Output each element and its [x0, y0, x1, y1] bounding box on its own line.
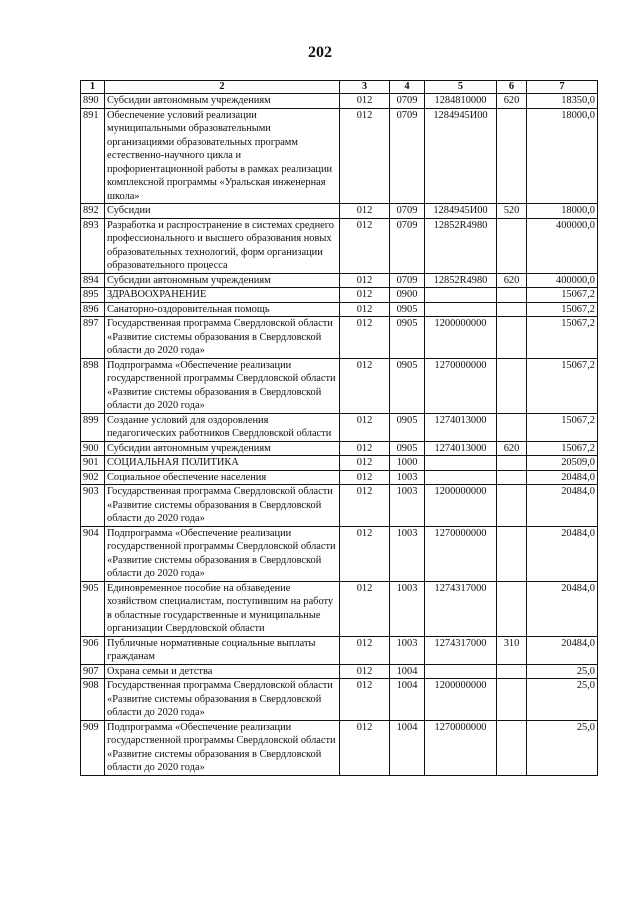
- table-row: [81, 636, 598, 664]
- expense-type-code: [497, 317, 527, 359]
- section-code: 0905: [390, 441, 425, 456]
- section-code: 0900: [390, 288, 425, 303]
- table-row: [81, 485, 598, 527]
- expense-type-code: 620: [497, 94, 527, 109]
- expense-type-code: [497, 302, 527, 317]
- table-row: [81, 456, 598, 471]
- amount: 15067,2: [527, 358, 598, 413]
- table-row: [81, 441, 598, 456]
- section-code: 0905: [390, 317, 425, 359]
- item-name: Субсидии автономным учреждениям: [105, 273, 340, 288]
- item-name: Субсидии автономным учреждениям: [105, 441, 340, 456]
- expense-type-code: [497, 679, 527, 721]
- row-number: 895: [81, 288, 105, 303]
- section-code: 1000: [390, 456, 425, 471]
- amount: 25,0: [527, 664, 598, 679]
- section-code: 1004: [390, 664, 425, 679]
- admin-code: 012: [340, 108, 390, 204]
- section-code: 0905: [390, 413, 425, 441]
- item-name: Подпрограмма «Обеспечение реализации государственной программы Свердловской области «Развитие системы образования в Свердловской области до 2020 года»: [105, 358, 340, 413]
- expense-type-code: 520: [497, 204, 527, 219]
- expense-type-code: [497, 526, 527, 581]
- row-number: 902: [81, 470, 105, 485]
- table-row: [81, 288, 598, 303]
- target-article-code: 1270000000: [425, 720, 497, 775]
- item-name: Подпрограмма «Обеспечение реализации государственной программы Свердловской области «Развитие системы образования в Свердловской области до 2020 года»: [105, 526, 340, 581]
- table-row: [81, 317, 598, 359]
- admin-code: 012: [340, 94, 390, 109]
- section-code: 0709: [390, 108, 425, 204]
- item-name: ЗДРАВООХРАНЕНИЕ: [105, 288, 340, 303]
- admin-code: 012: [340, 456, 390, 471]
- amount: 15067,2: [527, 441, 598, 456]
- column-header: 5: [425, 81, 497, 94]
- table-row: [81, 470, 598, 485]
- expense-type-code: [497, 413, 527, 441]
- column-header: 7: [527, 81, 598, 94]
- admin-code: 012: [340, 470, 390, 485]
- item-name: Государственная программа Свердловской области «Развитие системы образования в Свердловской области до 2020 года»: [105, 679, 340, 721]
- target-article-code: 12852R4980: [425, 273, 497, 288]
- admin-code: 012: [340, 636, 390, 664]
- section-code: 1004: [390, 679, 425, 721]
- item-name: Санаторно-оздоровительная помощь: [105, 302, 340, 317]
- amount: 18350,0: [527, 94, 598, 109]
- target-article-code: 1284945И00: [425, 108, 497, 204]
- amount: 25,0: [527, 720, 598, 775]
- admin-code: 012: [340, 526, 390, 581]
- section-code: 1003: [390, 485, 425, 527]
- target-article-code: 1284945И00: [425, 204, 497, 219]
- target-article-code: [425, 456, 497, 471]
- admin-code: 012: [340, 485, 390, 527]
- amount: 25,0: [527, 679, 598, 721]
- expense-type-code: [497, 358, 527, 413]
- target-article-code: 1274013000: [425, 441, 497, 456]
- target-article-code: 1274317000: [425, 636, 497, 664]
- amount: 15067,2: [527, 317, 598, 359]
- section-code: 1003: [390, 470, 425, 485]
- row-number: 906: [81, 636, 105, 664]
- expense-type-code: 620: [497, 441, 527, 456]
- item-name: Разработка и распространение в системах среднего профессионального и высшего образования новых образовательных технологий, форм организации образовательного процесса: [105, 218, 340, 273]
- amount: 15067,2: [527, 413, 598, 441]
- expense-type-code: [497, 664, 527, 679]
- row-number: 892: [81, 204, 105, 219]
- expense-type-code: [497, 485, 527, 527]
- admin-code: 012: [340, 679, 390, 721]
- header-row: [81, 81, 598, 94]
- row-number: 899: [81, 413, 105, 441]
- admin-code: 012: [340, 273, 390, 288]
- expense-type-code: [497, 720, 527, 775]
- row-number: 893: [81, 218, 105, 273]
- column-header: 1: [81, 81, 105, 94]
- admin-code: 012: [340, 218, 390, 273]
- amount: 20484,0: [527, 470, 598, 485]
- row-number: 890: [81, 94, 105, 109]
- table-row: [81, 302, 598, 317]
- expense-type-code: [497, 470, 527, 485]
- row-number: 909: [81, 720, 105, 775]
- section-code: 1003: [390, 581, 425, 636]
- expense-type-code: [497, 218, 527, 273]
- section-code: 0709: [390, 94, 425, 109]
- item-name: Государственная программа Свердловской области «Развитие системы образования в Свердловской области до 2020 года»: [105, 485, 340, 527]
- column-header: 2: [105, 81, 340, 94]
- table-row: [81, 218, 598, 273]
- table-row: [81, 273, 598, 288]
- target-article-code: 1200000000: [425, 485, 497, 527]
- expense-type-code: [497, 288, 527, 303]
- table-body: [81, 94, 598, 776]
- row-number: 897: [81, 317, 105, 359]
- table-row: [81, 358, 598, 413]
- item-name: Подпрограмма «Обеспечение реализации государственной программы Свердловской области «Развитие системы образования в Свердловской области до 2020 года»: [105, 720, 340, 775]
- section-code: 0709: [390, 273, 425, 288]
- section-code: 0709: [390, 204, 425, 219]
- amount: 20484,0: [527, 581, 598, 636]
- column-header: 4: [390, 81, 425, 94]
- row-number: 900: [81, 441, 105, 456]
- admin-code: 012: [340, 581, 390, 636]
- target-article-code: 1270000000: [425, 526, 497, 581]
- table-row: [81, 581, 598, 636]
- item-name: Обеспечение условий реализации муниципальными образовательными организациями образовательных программ естественно-научного цикла и профориентационной работы в рамках реализации комплексной программы «Уральская инженерная школа»: [105, 108, 340, 204]
- row-number: 908: [81, 679, 105, 721]
- table-row: [81, 720, 598, 775]
- amount: 18000,0: [527, 204, 598, 219]
- amount: 15067,2: [527, 302, 598, 317]
- admin-code: 012: [340, 288, 390, 303]
- column-header: 6: [497, 81, 527, 94]
- expense-type-code: [497, 456, 527, 471]
- item-name: Единовременное пособие на обзаведение хозяйством специалистам, поступившим на работу в областные государственные и муниципальные организации Свердловской области: [105, 581, 340, 636]
- amount: 20509,0: [527, 456, 598, 471]
- table-row: [81, 679, 598, 721]
- row-number: 891: [81, 108, 105, 204]
- table-row: [81, 108, 598, 204]
- item-name: Социальное обеспечение населения: [105, 470, 340, 485]
- section-code: 0905: [390, 302, 425, 317]
- amount: 20484,0: [527, 636, 598, 664]
- target-article-code: [425, 470, 497, 485]
- target-article-code: 1200000000: [425, 679, 497, 721]
- table-row: [81, 413, 598, 441]
- target-article-code: 1270000000: [425, 358, 497, 413]
- expense-type-code: 620: [497, 273, 527, 288]
- amount: 20484,0: [527, 526, 598, 581]
- item-name: СОЦИАЛЬНАЯ ПОЛИТИКА: [105, 456, 340, 471]
- admin-code: 012: [340, 664, 390, 679]
- target-article-code: 1200000000: [425, 317, 497, 359]
- target-article-code: [425, 288, 497, 303]
- admin-code: 012: [340, 720, 390, 775]
- target-article-code: [425, 302, 497, 317]
- row-number: 903: [81, 485, 105, 527]
- admin-code: 012: [340, 413, 390, 441]
- section-code: 1003: [390, 636, 425, 664]
- budget-table: [80, 80, 598, 776]
- table-row: [81, 664, 598, 679]
- row-number: 894: [81, 273, 105, 288]
- row-number: 898: [81, 358, 105, 413]
- target-article-code: 12852R4980: [425, 218, 497, 273]
- amount: 20484,0: [527, 485, 598, 527]
- amount: 15067,2: [527, 288, 598, 303]
- amount: 400000,0: [527, 273, 598, 288]
- page-number: 202: [308, 44, 332, 61]
- column-header: 3: [340, 81, 390, 94]
- table-row: [81, 526, 598, 581]
- row-number: 896: [81, 302, 105, 317]
- item-name: Публичные нормативные социальные выплаты гражданам: [105, 636, 340, 664]
- item-name: Субсидии автономным учреждениям: [105, 94, 340, 109]
- amount: 18000,0: [527, 108, 598, 204]
- section-code: 0905: [390, 358, 425, 413]
- section-code: 0709: [390, 218, 425, 273]
- row-number: 904: [81, 526, 105, 581]
- amount: 400000,0: [527, 218, 598, 273]
- item-name: Охрана семьи и детства: [105, 664, 340, 679]
- target-article-code: 1284810000: [425, 94, 497, 109]
- table-row: [81, 204, 598, 219]
- section-code: 1003: [390, 526, 425, 581]
- expense-type-code: [497, 108, 527, 204]
- target-article-code: 1274013000: [425, 413, 497, 441]
- admin-code: 012: [340, 358, 390, 413]
- row-number: 907: [81, 664, 105, 679]
- target-article-code: 1274317000: [425, 581, 497, 636]
- item-name: Государственная программа Свердловской области «Развитие системы образования в Свердловской области до 2020 года»: [105, 317, 340, 359]
- admin-code: 012: [340, 317, 390, 359]
- row-number: 901: [81, 456, 105, 471]
- item-name: Субсидии: [105, 204, 340, 219]
- section-code: 1004: [390, 720, 425, 775]
- row-number: 905: [81, 581, 105, 636]
- admin-code: 012: [340, 302, 390, 317]
- item-name: Создание условий для оздоровления педагогических работников Свердловской области: [105, 413, 340, 441]
- target-article-code: [425, 664, 497, 679]
- admin-code: 012: [340, 204, 390, 219]
- expense-type-code: [497, 581, 527, 636]
- table-row: [81, 94, 598, 109]
- admin-code: 012: [340, 441, 390, 456]
- expense-type-code: 310: [497, 636, 527, 664]
